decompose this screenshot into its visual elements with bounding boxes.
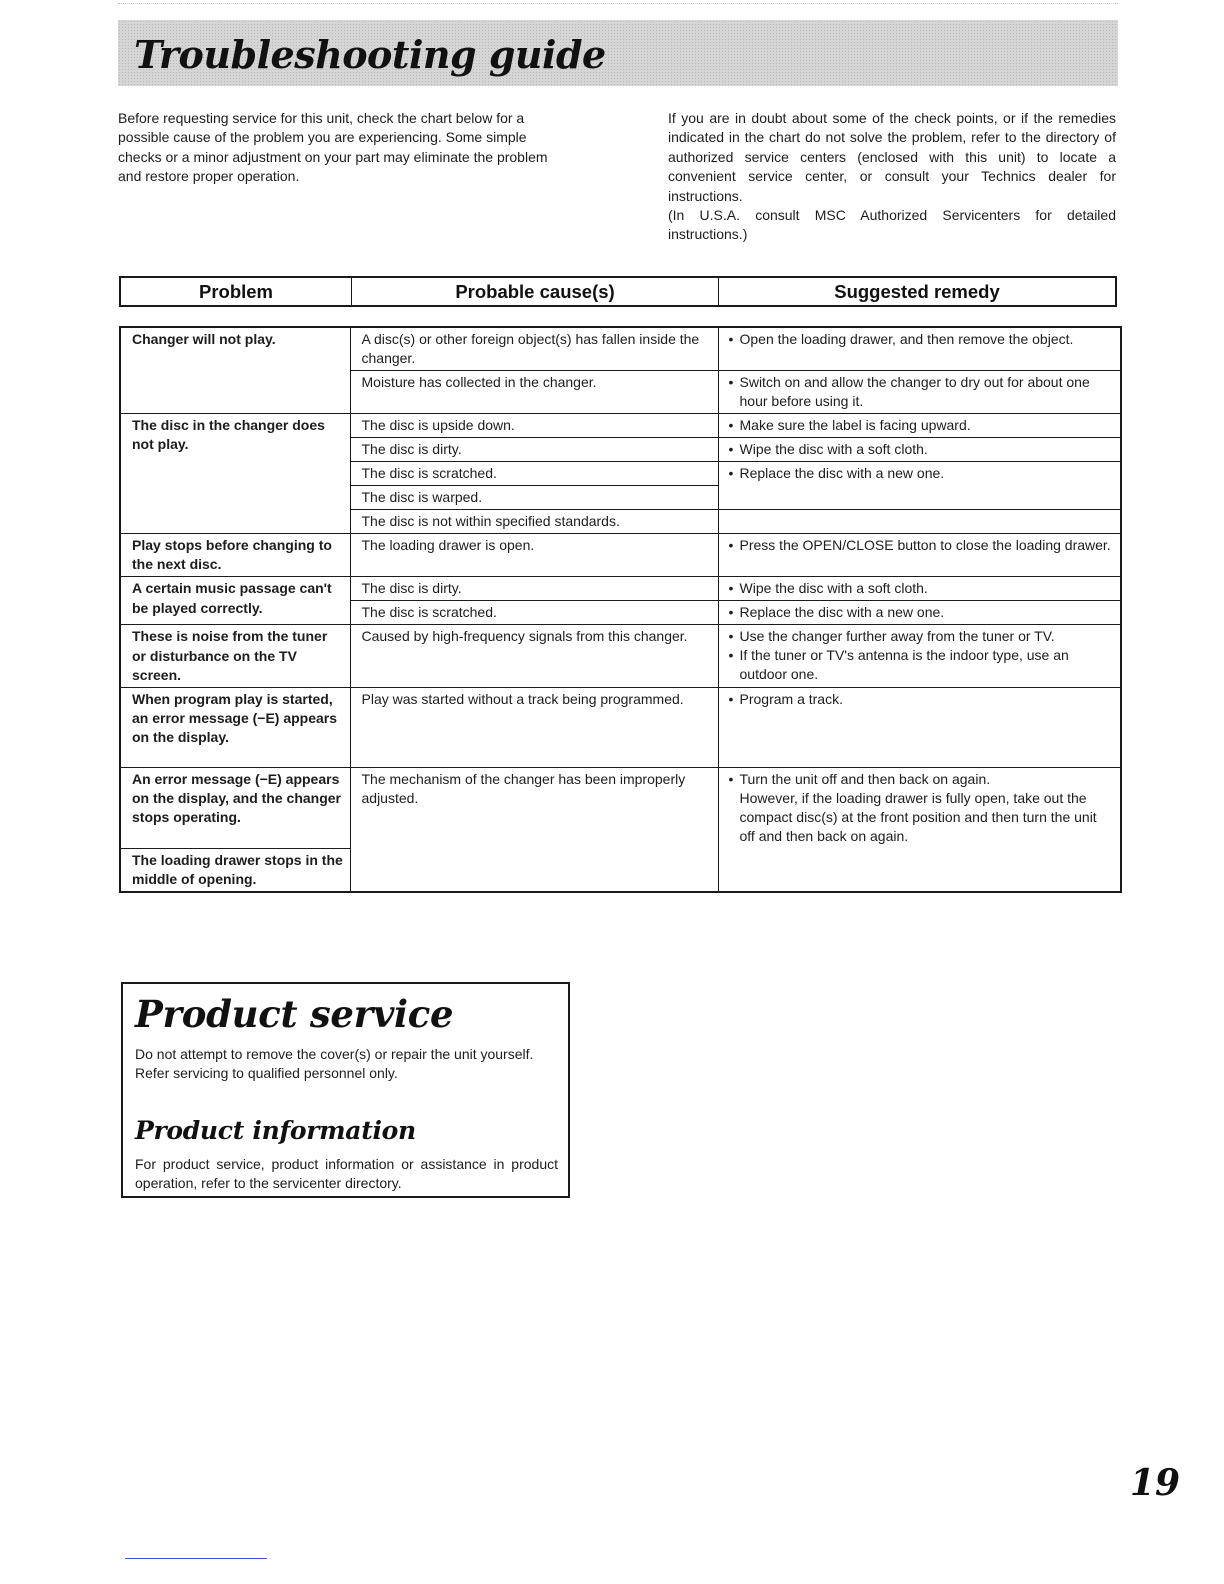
remedy-cell bbox=[718, 577, 1121, 601]
problem-cell: An error message (−E) appears on the display, and the changer stops operating. bbox=[120, 768, 350, 849]
table-row bbox=[120, 625, 1121, 688]
cause-cell: The disc is warped. bbox=[350, 486, 718, 510]
product-service-text bbox=[135, 1045, 558, 1084]
service-line: Refer servicing to qualified personnel only. bbox=[135, 1065, 398, 1082]
top-rule bbox=[118, 3, 1118, 5]
remedy-bullet: • Turn the unit off and then back on again. bbox=[729, 770, 1115, 789]
cause-cell: The mechanism of the changer has been improperly adjusted. bbox=[350, 768, 718, 893]
product-service-box bbox=[121, 982, 570, 1198]
header-problem: Problem bbox=[198, 280, 274, 302]
intro-right-text bbox=[668, 109, 1116, 245]
troubleshooting-table bbox=[119, 326, 1122, 893]
cause-cell: The loading drawer is open. bbox=[350, 534, 718, 577]
remedy-cell bbox=[718, 625, 1121, 688]
table-row bbox=[120, 577, 1121, 601]
intro-left-text: Before requesting service for this unit, check the chart below for a possible cause of the problem you are experiencing. Some simple checks or a minor adjustment on your part may eliminate the problem and restore proper operation. bbox=[118, 110, 548, 185]
remedy-cell bbox=[718, 327, 1121, 371]
remedy-cell bbox=[718, 438, 1121, 462]
service-line: Do not attempt to remove the cover(s) or repair the unit yourself. bbox=[135, 1046, 534, 1062]
cause-cell: The disc is scratched. bbox=[350, 601, 718, 625]
remedy-bullet: • Press the OPEN/CLOSE button to close the loading drawer. bbox=[729, 536, 1115, 555]
page-title: Troubleshooting guide bbox=[134, 32, 606, 77]
table-row bbox=[120, 768, 1121, 849]
table-row bbox=[120, 327, 1121, 371]
table-header bbox=[119, 276, 1117, 307]
product-information-text: For product service, product information or assistance in product operation, refer to the servicenter directory. bbox=[135, 1156, 558, 1192]
remedy-bullet: • Use the changer further away from the tuner or TV. bbox=[729, 627, 1115, 646]
problem-cell: These is noise from the tuner or disturbance on the TV screen. bbox=[120, 625, 350, 688]
product-information-title: Product information bbox=[135, 1116, 416, 1145]
cause-cell: Moisture has collected in the changer. bbox=[350, 371, 718, 414]
page-number: 19 bbox=[1129, 1462, 1180, 1504]
remedy-cell bbox=[718, 371, 1121, 414]
header-remedy: Suggested remedy bbox=[718, 278, 1115, 305]
remedy-cell bbox=[718, 414, 1121, 438]
remedy-bullet: • Replace the disc with a new one. bbox=[729, 464, 1115, 483]
bottom-rule bbox=[125, 1558, 267, 1559]
cause-cell: The disc is dirty. bbox=[350, 577, 718, 601]
cause-cell: Caused by high-frequency signals from this changer. bbox=[350, 625, 718, 688]
problem-cell: Changer will not play. bbox=[120, 327, 350, 414]
remedy-bullet: • Make sure the label is facing upward. bbox=[729, 416, 1115, 435]
table-row bbox=[120, 414, 1121, 438]
cause-cell: The disc is upside down. bbox=[350, 414, 718, 438]
remedy-bullet: • Program a track. bbox=[729, 690, 1115, 709]
cause-cell: Play was started without a track being programmed. bbox=[350, 688, 718, 768]
problem-cell: The loading drawer stops in the middle of opening. bbox=[120, 849, 350, 893]
table-row bbox=[120, 534, 1121, 577]
table-row bbox=[120, 688, 1121, 768]
intro-right-note: (In U.S.A. consult MSC Authorized Servicenters for detailed instructions.) bbox=[668, 207, 1116, 243]
product-service-title: Product service bbox=[135, 992, 454, 1036]
remedy-cell bbox=[718, 688, 1121, 768]
remedy-cell bbox=[718, 768, 1121, 893]
intro-right-paragraph: If you are in doubt about some of the check points, or if the remedies indicated in the chart do not solve the problem, refer to the directory of authorized service centers (enclosed with this unit) to locate a convenient service center, or consult your Technics dealer for instructions. bbox=[668, 110, 1116, 204]
remedy-cell-empty bbox=[718, 510, 1121, 534]
cause-cell: A disc(s) or other foreign object(s) has fallen inside the changer. bbox=[350, 327, 718, 371]
remedy-bullet: • Wipe the disc with a soft cloth. bbox=[729, 440, 1115, 459]
cause-cell: The disc is scratched. bbox=[350, 462, 718, 486]
cause-cell: The disc is not within specified standards. bbox=[350, 510, 718, 534]
remedy-bullet: • Switch on and allow the changer to dry out for about one hour before using it. bbox=[729, 373, 1115, 411]
remedy-continuation: However, if the loading drawer is fully open, take out the compact disc(s) at the front position and then turn the unit off and then back on again. bbox=[739, 790, 1097, 845]
header-cause: Probable cause(s) bbox=[351, 278, 718, 305]
remedy-bullet: • Replace the disc with a new one. bbox=[729, 603, 1115, 622]
remedy-bullet: • If the tuner or TV's antenna is the indoor type, use an outdoor one. bbox=[729, 646, 1115, 684]
problem-cell: The disc in the changer does not play. bbox=[120, 414, 350, 534]
problem-cell: A certain music passage can't be played correctly. bbox=[120, 577, 350, 625]
remedy-cell bbox=[718, 462, 1121, 510]
remedy-bullet: • Wipe the disc with a soft cloth. bbox=[729, 579, 1115, 598]
cause-cell: The disc is dirty. bbox=[350, 438, 718, 462]
remedy-cell bbox=[718, 601, 1121, 625]
remedy-cell bbox=[718, 534, 1121, 577]
remedy-bullet: • Open the loading drawer, and then remove the object. bbox=[729, 330, 1115, 349]
problem-cell: When program play is started, an error message (−E) appears on the display. bbox=[120, 688, 350, 768]
problem-cell: Play stops before changing to the next disc. bbox=[120, 534, 350, 577]
